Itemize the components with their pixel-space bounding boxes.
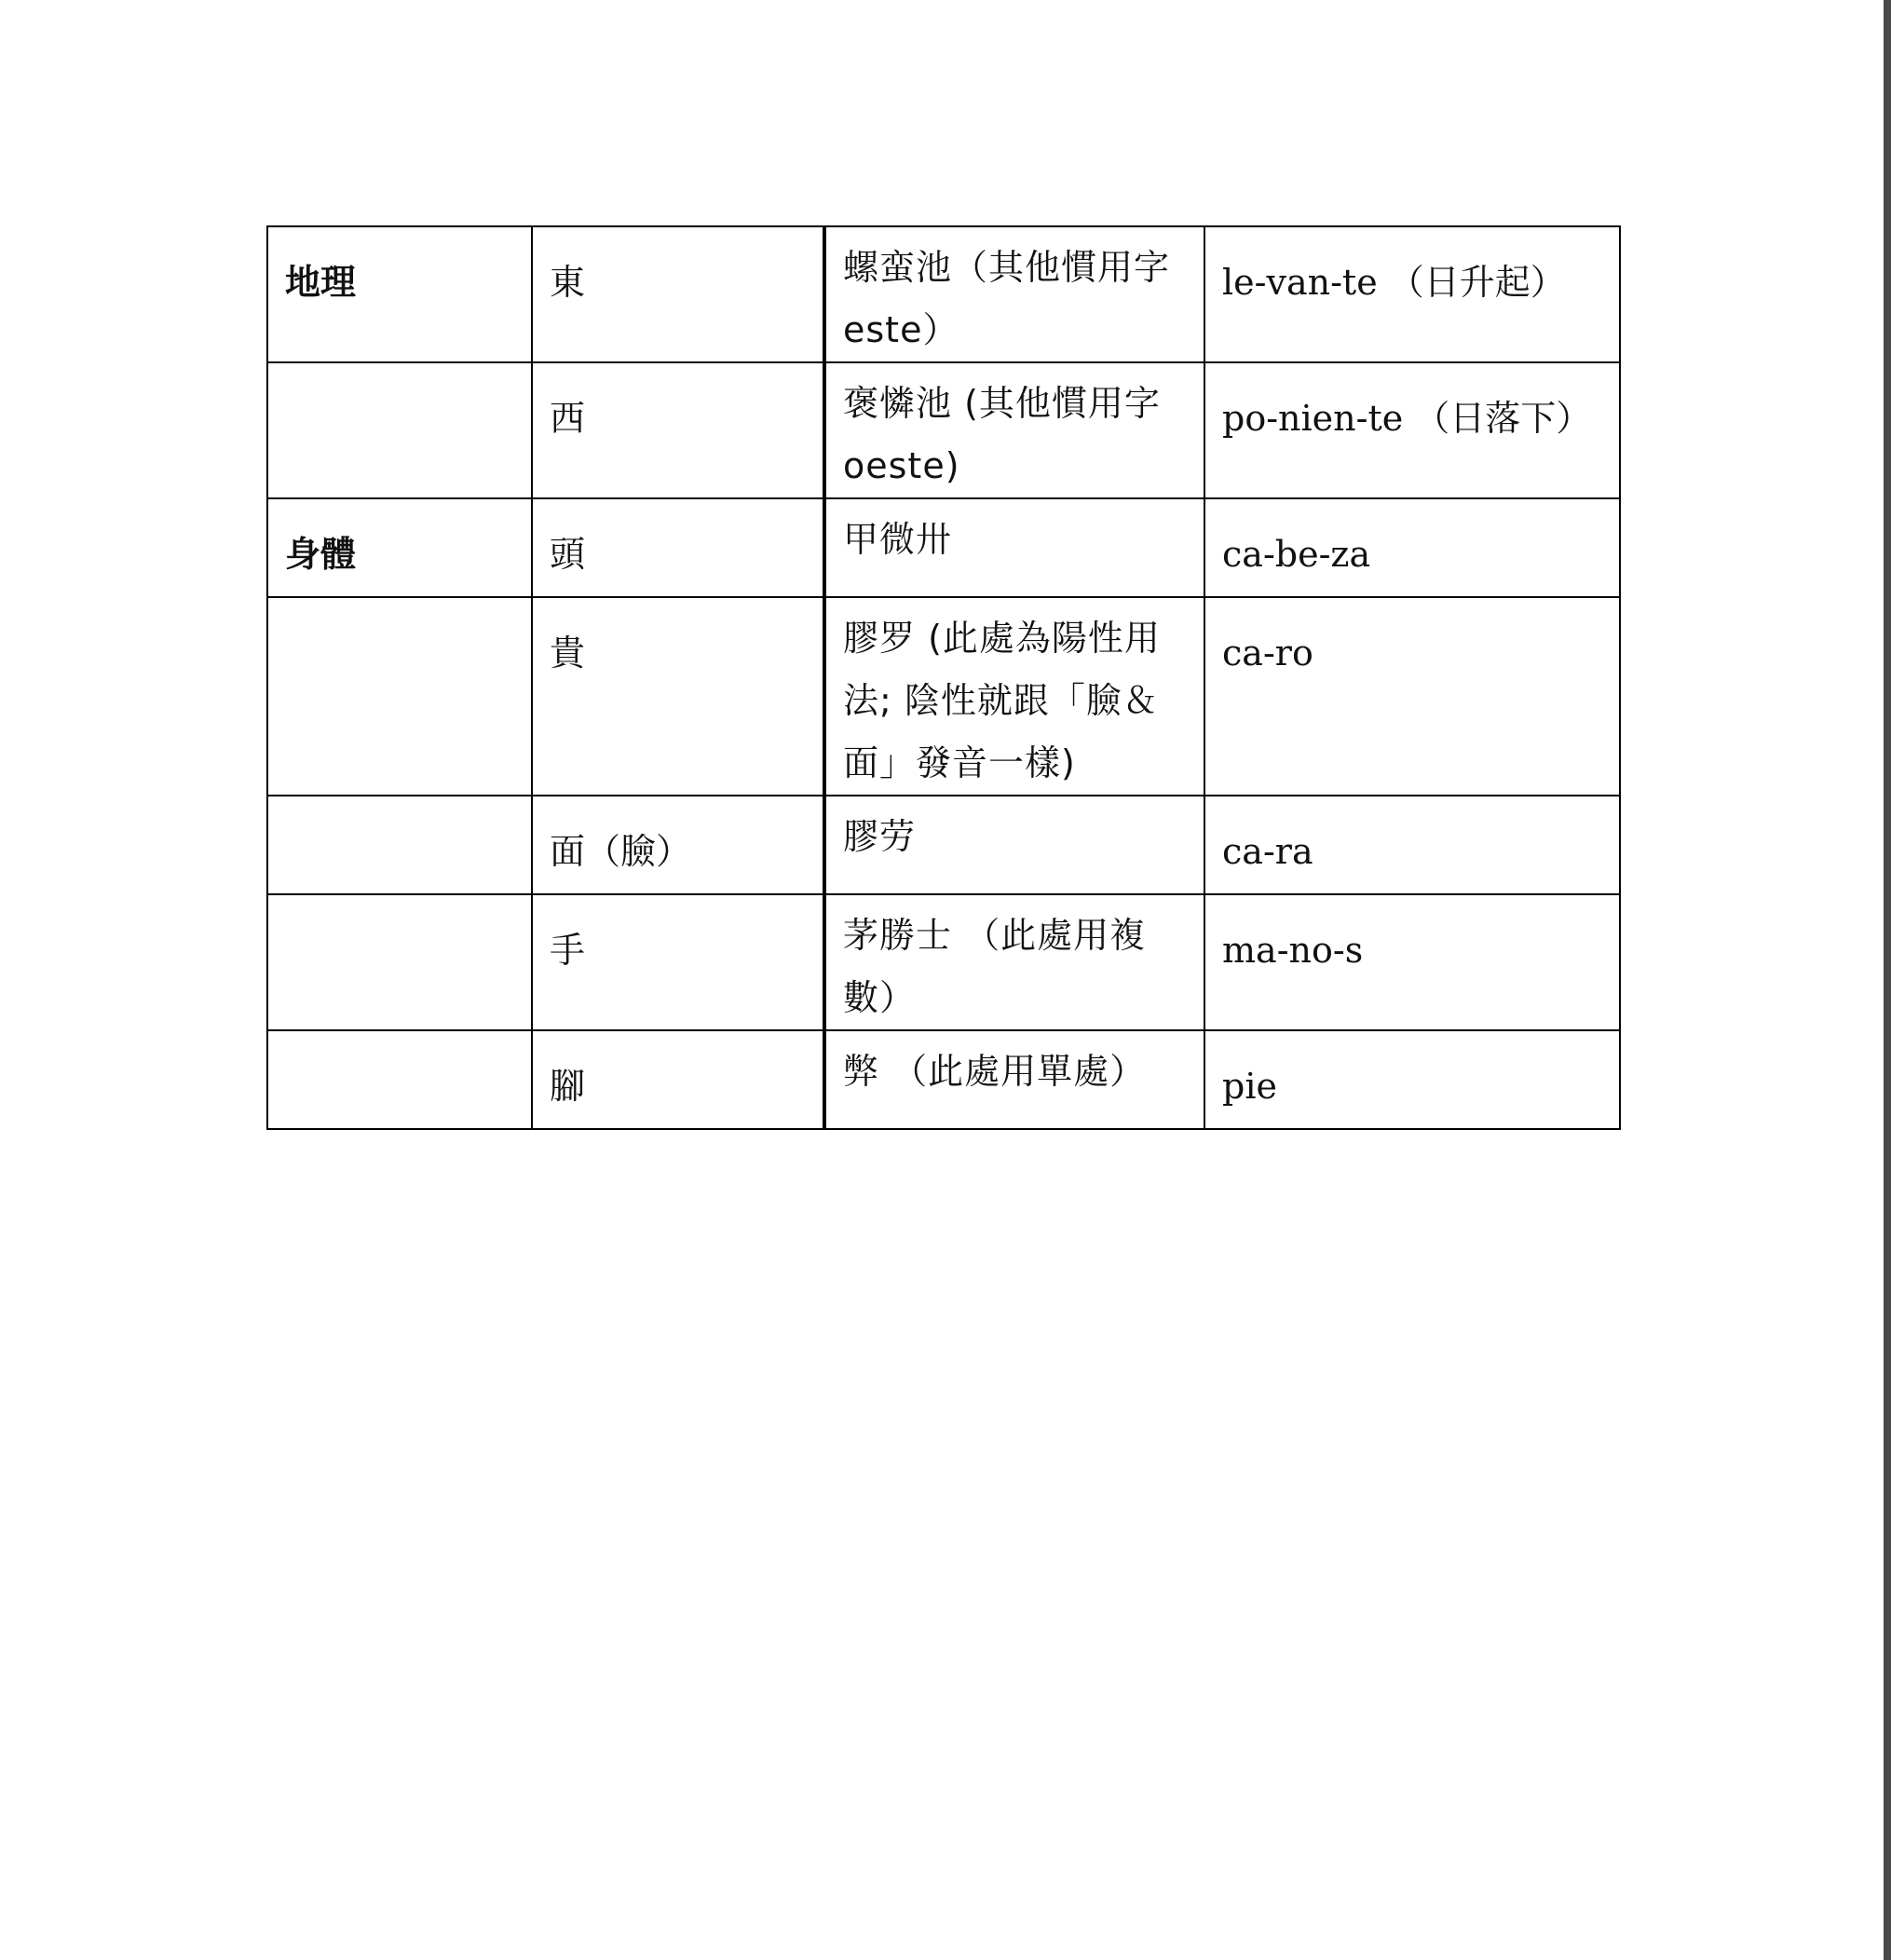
word-cell: 東 [532, 226, 824, 362]
transliteration-cell: 螺蛮池（其他慣用字 este） [824, 226, 1204, 362]
word-cell: 頭 [532, 498, 824, 597]
category-cell [267, 894, 532, 1030]
word-cell: 手 [532, 894, 824, 1030]
table-row [267, 226, 1620, 362]
transliteration-cell: 茅勝士 （此處用複數） [824, 894, 1204, 1030]
word-cell: 面（臉） [532, 796, 824, 894]
transliteration-cell: 膠劳 [824, 796, 1204, 894]
word-cell: 腳 [532, 1030, 824, 1129]
transliteration-cell: 褒憐池 (其他慣用字 oeste) [824, 362, 1204, 498]
transliteration-cell: 甲微卅 [824, 498, 1204, 597]
category-cell: 地理 [267, 226, 532, 362]
table-row [267, 796, 1620, 894]
window-right-edge [1884, 0, 1891, 1960]
word-cell: 西 [532, 362, 824, 498]
spanish-cell: ca-ra [1204, 796, 1620, 894]
category-cell [267, 362, 532, 498]
table-row [267, 894, 1620, 1030]
transliteration-cell: 膠罗 (此處為陽性用法; 陰性就跟「臉＆面」發音一樣) [824, 597, 1204, 796]
spanish-cell: ma-no-s [1204, 894, 1620, 1030]
table-row [267, 362, 1620, 498]
spanish-cell: ca-ro [1204, 597, 1620, 796]
vocabulary-table [266, 225, 1621, 1130]
spanish-cell: ca-be-za [1204, 498, 1620, 597]
spanish-cell: pie [1204, 1030, 1620, 1129]
table-row [267, 597, 1620, 796]
transliteration-cell: 弊 （此處用單處） [824, 1030, 1204, 1129]
word-cell: 貴 [532, 597, 824, 796]
table-row [267, 1030, 1620, 1129]
category-cell [267, 796, 532, 894]
category-cell: 身體 [267, 498, 532, 597]
table-row [267, 498, 1620, 597]
category-cell [267, 1030, 532, 1129]
category-cell [267, 597, 532, 796]
spanish-cell: po-nien-te （日落下） [1204, 362, 1620, 498]
spanish-cell: le-van-te （日升起） [1204, 226, 1620, 362]
